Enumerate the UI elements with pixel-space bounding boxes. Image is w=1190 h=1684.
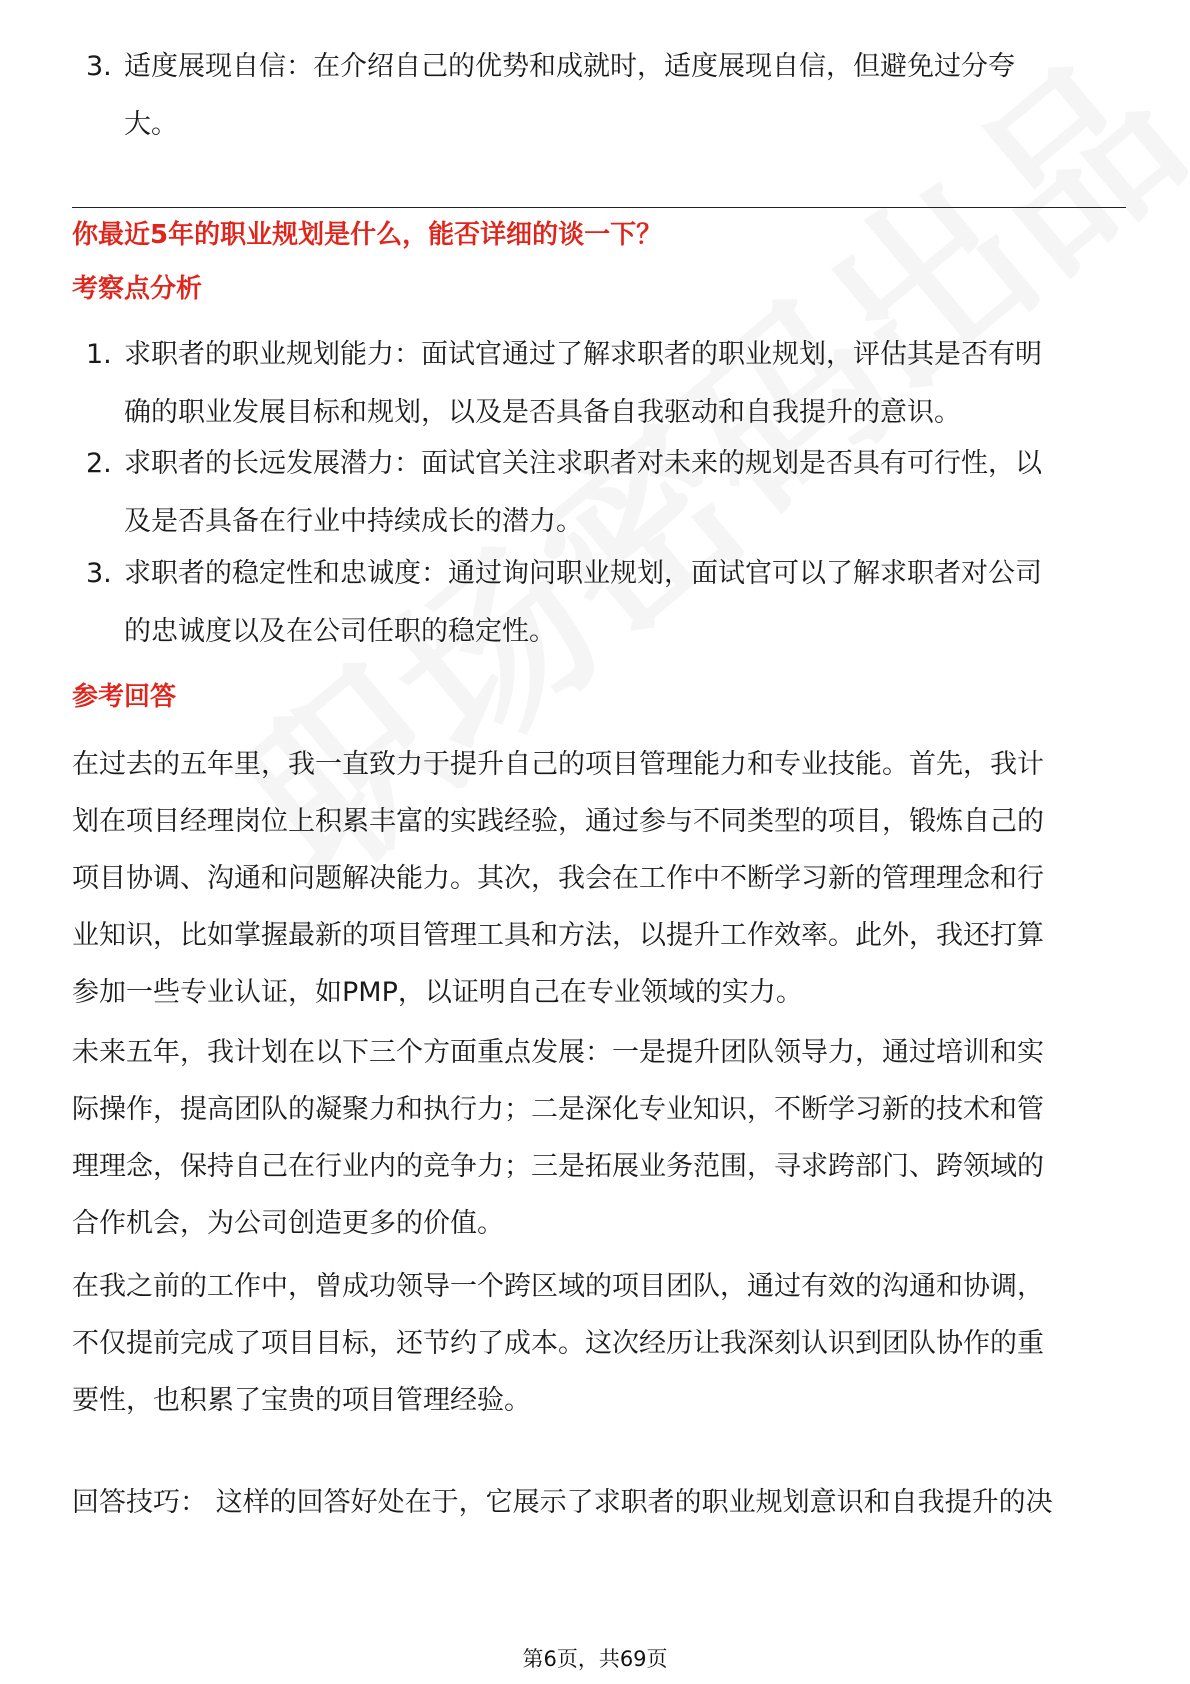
list-number: 3.	[86, 51, 112, 82]
list-item	[72, 38, 1132, 154]
tips-paragraph	[72, 1474, 1132, 1531]
answer-paragraph	[72, 1024, 1132, 1252]
text-line: 合作机会，为公司创造更多的价值。	[72, 1208, 504, 1239]
text-line: 业知识，比如掌握最新的项目管理工具和方法，以提升工作效率。此外，我还打算	[72, 920, 1044, 951]
text-line: 项目协调、沟通和问题解决能力。其次，我会在工作中不断学习新的管理理念和行	[72, 863, 1044, 894]
analysis-list	[72, 326, 1132, 661]
text-line: 际操作，提高团队的凝聚力和执行力；二是深化专业知识，不断学习新的技术和管	[72, 1094, 1044, 1125]
list-text-cont: 的忠诚度以及在公司任职的稳定性。	[124, 616, 556, 647]
text-line: 理理念，保持自己在行业内的竞争力；三是拓展业务范围，寻求跨部门、跨领域的	[72, 1151, 1044, 1182]
list-item	[72, 545, 1132, 661]
list-text-cont: 确的职业发展目标和规划，以及是否具备自我驱动和自我提升的意识。	[124, 397, 961, 428]
answer-heading: 参考回答	[72, 682, 177, 712]
text-line: 参加一些专业认证，如PMP，以证明自己在专业领域的实力。	[72, 977, 803, 1008]
list-item	[72, 435, 1132, 551]
text-line: 回答技巧： 这样的回答好处在于，它展示了求职者的职业规划意识和自我提升的决	[72, 1487, 1053, 1518]
list-text: 适度展现自信：在介绍自己的优势和成就时，适度展现自信，但避免过分夸	[124, 51, 1015, 82]
list-number: 3.	[86, 558, 112, 589]
text-line: 不仅提前完成了项目目标，还节约了成本。这次经历让我深刻认识到团队协作的重	[72, 1328, 1044, 1359]
answer-paragraph	[72, 1258, 1132, 1429]
list-text: 求职者的长远发展潜力：面试官关注求职者对未来的规划是否具有可行性，以	[124, 448, 1042, 479]
page-footer: 第6页，共69页	[522, 1647, 668, 1671]
list-text-cont: 及是否具备在行业中持续成长的潜力。	[124, 506, 583, 537]
list-number: 2.	[86, 448, 112, 479]
text-line: 要性，也积累了宝贵的项目管理经验。	[72, 1385, 531, 1416]
list-text: 求职者的职业规划能力：面试官通过了解求职者的职业规划，评估其是否有明	[124, 339, 1042, 370]
section-divider	[72, 207, 1126, 208]
top-list	[72, 38, 1132, 154]
analysis-heading: 考察点分析	[72, 274, 203, 304]
text-line: 划在项目经理岗位上积累丰富的实践经验，通过参与不同类型的项目，锻炼自己的	[72, 806, 1044, 837]
text-line: 未来五年，我计划在以下三个方面重点发展：一是提升团队领导力，通过培训和实	[72, 1037, 1044, 1068]
list-item	[72, 326, 1132, 442]
list-text-cont: 大。	[124, 109, 178, 140]
answer-paragraph	[72, 736, 1132, 1021]
text-line: 在过去的五年里，我一直致力于提升自己的项目管理能力和专业技能。首先，我计	[72, 749, 1044, 780]
list-number: 1.	[86, 339, 112, 370]
list-text: 求职者的稳定性和忠诚度：通过询问职业规划，面试官可以了解求职者对公司	[124, 558, 1042, 589]
text-line: 在我之前的工作中，曾成功领导一个跨区域的项目团队，通过有效的沟通和协调，	[72, 1271, 1044, 1302]
question-heading: 你最近5年的职业规划是什么，能否详细的谈一下？	[72, 220, 663, 250]
